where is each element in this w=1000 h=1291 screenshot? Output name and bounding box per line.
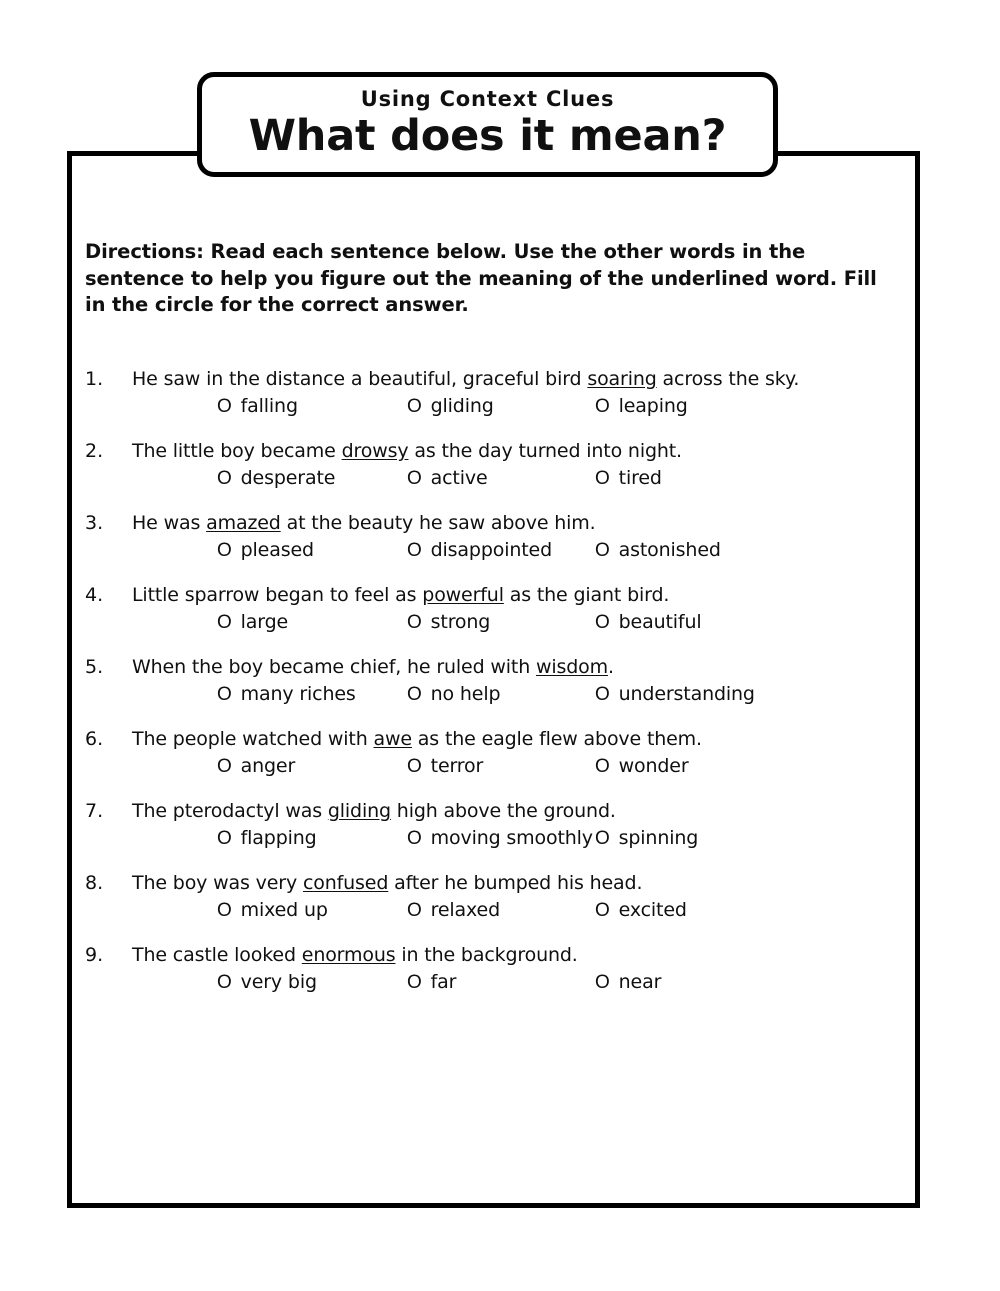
question-sentence <box>132 438 920 464</box>
answer-bubble-icon[interactable]: O <box>407 828 422 849</box>
answer-option-label: excited <box>618 899 687 921</box>
answer-option[interactable] <box>595 825 698 852</box>
answer-option-label: leaping <box>618 395 688 417</box>
answer-option-label: falling <box>240 395 298 417</box>
answer-option[interactable] <box>595 681 755 708</box>
answer-bubble-icon[interactable]: O <box>595 756 610 777</box>
answer-bubble-icon[interactable]: O <box>407 684 422 705</box>
question-head <box>67 726 920 752</box>
question-number: 7. <box>85 800 104 822</box>
directions-text: Directions: Read each sentence below. Use the other words in the sentence to help you figure out the meaning of the underlined word. Fill in the circle for the correct answer. <box>85 240 877 316</box>
answer-option[interactable] <box>217 753 407 780</box>
title-banner <box>197 72 778 177</box>
question-head <box>67 438 920 464</box>
answer-option-label: disappointed <box>430 539 552 561</box>
answer-option[interactable] <box>595 393 688 420</box>
question-number: 2. <box>85 440 104 462</box>
sentence-after: high above the ground. <box>390 800 616 822</box>
answer-option-label: beautiful <box>618 611 702 633</box>
answer-options <box>67 465 920 492</box>
sentence-after: in the background. <box>395 944 578 966</box>
question-sentence <box>132 870 920 896</box>
question-head <box>67 582 920 608</box>
question-sentence <box>132 726 920 752</box>
answer-options <box>67 753 920 780</box>
question-head <box>67 942 920 968</box>
answer-options <box>67 969 920 996</box>
question-item <box>67 798 920 852</box>
answer-bubble-icon[interactable]: O <box>595 540 610 561</box>
answer-option-label: moving smoothly <box>430 827 593 849</box>
answer-option[interactable] <box>407 393 595 420</box>
answer-options <box>67 393 920 420</box>
answer-option-label: understanding <box>618 683 755 705</box>
answer-option-label: near <box>618 971 662 993</box>
question-number: 9. <box>85 944 104 966</box>
answer-bubble-icon[interactable]: O <box>407 396 422 417</box>
answer-option-label: large <box>240 611 289 633</box>
answer-option-label: far <box>430 971 457 993</box>
answer-option-label: active <box>430 467 488 489</box>
sentence-before: The little boy became <box>132 440 342 462</box>
answer-option-label: terror <box>430 755 484 777</box>
answer-options <box>67 897 920 924</box>
vocabulary-word: gliding <box>327 800 391 822</box>
answer-bubble-icon[interactable]: O <box>595 972 610 993</box>
answer-option[interactable] <box>407 969 595 996</box>
answer-option[interactable] <box>407 753 595 780</box>
sentence-after: as the eagle flew above them. <box>411 728 702 750</box>
answer-option[interactable] <box>595 753 689 780</box>
answer-option-label: many riches <box>240 683 356 705</box>
questions-list <box>67 366 920 1014</box>
question-item <box>67 366 920 420</box>
question-item <box>67 870 920 924</box>
sentence-before: The people watched with <box>132 728 374 750</box>
question-number: 6. <box>85 728 104 750</box>
answer-option[interactable] <box>595 897 687 924</box>
answer-option-label: flapping <box>240 827 317 849</box>
worksheet-subtitle: Using Context Clues <box>360 87 615 111</box>
answer-option[interactable] <box>217 825 407 852</box>
answer-option[interactable] <box>217 537 407 564</box>
vocabulary-word: drowsy <box>341 440 409 462</box>
sentence-after: at the beauty he saw above him. <box>280 512 596 534</box>
vocabulary-word: soaring <box>587 368 657 390</box>
worksheet-title: What does it mean? <box>248 111 727 161</box>
answer-option-label: no help <box>430 683 501 705</box>
vocabulary-word: amazed <box>206 512 281 534</box>
answer-bubble-icon[interactable]: O <box>595 612 610 633</box>
answer-option[interactable] <box>407 897 595 924</box>
question-head <box>67 798 920 824</box>
answer-bubble-icon[interactable]: O <box>595 828 610 849</box>
answer-option-label: spinning <box>618 827 699 849</box>
answer-option-label: desperate <box>240 467 336 489</box>
vocabulary-word: awe <box>373 728 412 750</box>
question-sentence <box>132 510 920 536</box>
answer-bubble-icon[interactable]: O <box>217 540 232 561</box>
question-sentence <box>132 798 920 824</box>
answer-option-label: very big <box>240 971 317 993</box>
question-item <box>67 726 920 780</box>
answer-option-label: gliding <box>430 395 494 417</box>
answer-bubble-icon[interactable]: O <box>217 612 232 633</box>
answer-option[interactable] <box>407 537 595 564</box>
question-head <box>67 654 920 680</box>
question-number: 4. <box>85 584 104 606</box>
sentence-after: . <box>608 656 614 678</box>
answer-option-label: astonished <box>618 539 721 561</box>
answer-option[interactable] <box>595 465 662 492</box>
sentence-before: When the boy became chief, he ruled with <box>132 656 536 678</box>
answer-bubble-icon[interactable]: O <box>217 900 232 921</box>
answer-option-label: wonder <box>618 755 689 777</box>
answer-option-label: pleased <box>240 539 314 561</box>
question-item <box>67 654 920 708</box>
answer-option[interactable] <box>595 969 661 996</box>
question-sentence <box>132 582 920 608</box>
answer-bubble-icon[interactable]: O <box>595 900 610 921</box>
sentence-after: as the day turned into night. <box>408 440 682 462</box>
answer-bubble-icon[interactable]: O <box>407 900 422 921</box>
vocabulary-word: powerful <box>422 584 504 606</box>
answer-option[interactable] <box>407 465 595 492</box>
answer-option[interactable] <box>217 465 407 492</box>
answer-option-label: mixed up <box>240 899 328 921</box>
answer-bubble-icon[interactable]: O <box>217 756 232 777</box>
answer-option[interactable] <box>595 609 701 636</box>
answer-bubble-icon[interactable]: O <box>217 396 232 417</box>
question-head <box>67 870 920 896</box>
answer-option[interactable] <box>217 393 407 420</box>
answer-option[interactable] <box>595 537 721 564</box>
answer-bubble-icon[interactable]: O <box>407 756 422 777</box>
answer-option-label: anger <box>240 755 296 777</box>
answer-bubble-icon[interactable]: O <box>217 684 232 705</box>
sentence-before: Little sparrow began to feel as <box>132 584 423 606</box>
answer-option[interactable] <box>217 969 407 996</box>
answer-bubble-icon[interactable]: O <box>217 828 232 849</box>
answer-option[interactable] <box>217 609 407 636</box>
answer-bubble-icon[interactable]: O <box>217 972 232 993</box>
answer-options <box>67 609 920 636</box>
answer-bubble-icon[interactable]: O <box>217 468 232 489</box>
sentence-before: He saw in the distance a beautiful, graceful bird <box>132 368 588 390</box>
answer-option-label: relaxed <box>430 899 501 921</box>
answer-bubble-icon[interactable]: O <box>407 468 422 489</box>
question-item <box>67 942 920 996</box>
answer-option[interactable] <box>407 825 595 852</box>
sentence-before: The pterodactyl was <box>132 800 328 822</box>
sentence-after: across the sky. <box>656 368 800 390</box>
answer-options <box>67 825 920 852</box>
answer-option-label: tired <box>618 467 662 489</box>
answer-bubble-icon[interactable]: O <box>407 612 422 633</box>
question-head <box>67 366 920 392</box>
sentence-after: as the giant bird. <box>503 584 670 606</box>
answer-options <box>67 537 920 564</box>
answer-bubble-icon[interactable]: O <box>595 468 610 489</box>
sentence-after: after he bumped his head. <box>388 872 643 894</box>
vocabulary-word: enormous <box>301 944 396 966</box>
question-sentence <box>132 942 920 968</box>
sentence-before: The boy was very <box>132 872 303 894</box>
answer-bubble-icon[interactable]: O <box>595 396 610 417</box>
question-number: 3. <box>85 512 104 534</box>
question-sentence <box>132 366 920 392</box>
answer-option[interactable] <box>407 609 595 636</box>
question-item <box>67 582 920 636</box>
worksheet-content <box>67 151 920 1208</box>
question-head <box>67 510 920 536</box>
question-sentence <box>132 654 920 680</box>
question-number: 8. <box>85 872 104 894</box>
question-item <box>67 510 920 564</box>
question-number: 1. <box>85 368 104 390</box>
sentence-before: He was <box>132 512 207 534</box>
sentence-before: The castle looked <box>132 944 302 966</box>
question-number: 5. <box>85 656 104 678</box>
vocabulary-word: wisdom <box>535 656 608 678</box>
answer-bubble-icon[interactable]: O <box>595 684 610 705</box>
answer-option[interactable] <box>217 897 407 924</box>
question-item <box>67 438 920 492</box>
answer-bubble-icon[interactable]: O <box>407 972 422 993</box>
vocabulary-word: confused <box>302 872 389 894</box>
answer-bubble-icon[interactable]: O <box>407 540 422 561</box>
answer-option-label: strong <box>430 611 491 633</box>
answer-option[interactable] <box>217 681 407 708</box>
answer-options <box>67 681 920 708</box>
answer-option[interactable] <box>407 681 595 708</box>
